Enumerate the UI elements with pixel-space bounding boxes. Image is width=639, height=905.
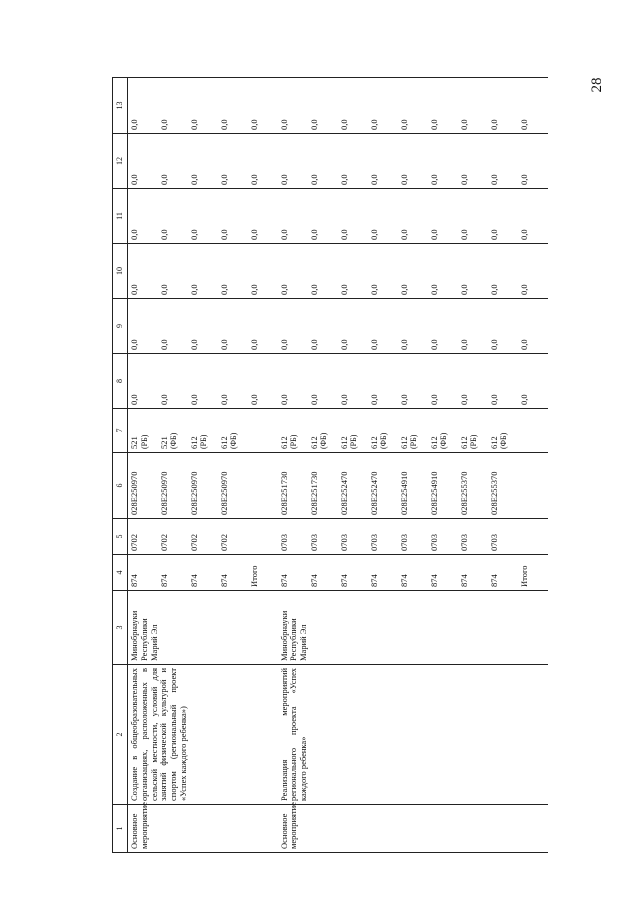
cell-section-code: 0702 xyxy=(218,519,248,555)
cell-amount-year-2: 0,0 xyxy=(188,299,218,354)
cell-grbs-code: 874 xyxy=(128,555,158,591)
total-empty-7 xyxy=(248,409,278,453)
cell-expense-type xyxy=(188,409,218,453)
cell-grbs-code: 874 xyxy=(488,555,518,591)
total-empty-7 xyxy=(518,409,548,453)
cell-amount-year-3: 0,0 xyxy=(368,244,398,299)
budget-table xyxy=(112,77,548,853)
funding-source: (ФБ) xyxy=(169,432,179,449)
cell-amount-year-2: 0,0 xyxy=(398,299,428,354)
cell-amount-year-5: 0,0 xyxy=(338,134,368,189)
cell-expense-type xyxy=(398,409,428,453)
total-amount-year-2: 0,0 xyxy=(248,299,278,354)
col-header-12: 12 xyxy=(113,134,128,189)
total-amount-year-2: 0,0 xyxy=(518,299,548,354)
cell-amount-year-4: 0,0 xyxy=(428,189,458,244)
total-amount-year-1: 0,0 xyxy=(518,354,548,409)
total-amount-year-6: 0,0 xyxy=(518,78,548,134)
total-amount-year-3: 0,0 xyxy=(518,244,548,299)
cell-amount-year-2: 0,0 xyxy=(488,299,518,354)
cell-amount-year-3: 0,0 xyxy=(128,244,158,299)
total-amount-year-1: 0,0 xyxy=(248,354,278,409)
funding-source: (ФБ) xyxy=(379,432,389,449)
cell-amount-year-3: 0,0 xyxy=(278,244,308,299)
cell-amount-year-3: 0,0 xyxy=(158,244,188,299)
cell-amount-year-5: 0,0 xyxy=(278,134,308,189)
funding-source: (ФБ) xyxy=(499,432,509,449)
cell-amount-year-4: 0,0 xyxy=(128,189,158,244)
cell-amount-year-4: 0,0 xyxy=(338,189,368,244)
col-header-8: 8 xyxy=(113,354,128,409)
cell-amount-year-5: 0,0 xyxy=(368,134,398,189)
cell-amount-year-6: 0,0 xyxy=(278,78,308,134)
cell-amount-year-4: 0,0 xyxy=(458,189,488,244)
cell-target-code: 028E255370 xyxy=(488,453,518,519)
expense-code: 612 xyxy=(338,436,349,449)
cell-grbs-code: 874 xyxy=(398,555,428,591)
cell-section-code: 0703 xyxy=(338,519,368,555)
cell-amount-year-4: 0,0 xyxy=(398,189,428,244)
funding-source: (ФБ) xyxy=(439,432,449,449)
cell-amount-year-5: 0,0 xyxy=(458,134,488,189)
cell-grbs-code: 874 xyxy=(368,555,398,591)
funding-source: (РБ) xyxy=(289,434,299,449)
cell-amount-year-5: 0,0 xyxy=(158,134,188,189)
table-body xyxy=(128,78,548,853)
cell-section-code: 0703 xyxy=(458,519,488,555)
table-row xyxy=(128,78,158,853)
cell-event-name: Реализация мероприятий регионального проекта «Успех каждого ребенка» xyxy=(278,665,548,805)
cell-grbs-code: 874 xyxy=(278,555,308,591)
page-number: 28 xyxy=(589,77,605,93)
cell-target-code: 028E251730 xyxy=(278,453,308,519)
col-header-6: 6 xyxy=(113,453,128,519)
cell-target-code: 028E250970 xyxy=(128,453,158,519)
rotated-table-wrapper xyxy=(112,78,572,853)
cell-amount-year-3: 0,0 xyxy=(338,244,368,299)
cell-expense-type xyxy=(158,409,188,453)
col-header-4: 4 xyxy=(113,555,128,591)
cell-amount-year-3: 0,0 xyxy=(398,244,428,299)
cell-amount-year-1: 0,0 xyxy=(428,354,458,409)
funding-source: (ФБ) xyxy=(229,432,239,449)
cell-amount-year-5: 0,0 xyxy=(218,134,248,189)
total-label: Итого xyxy=(248,555,278,591)
col-header-3: 3 xyxy=(113,591,128,665)
cell-grbs-code: 874 xyxy=(458,555,488,591)
funding-source: (РБ) xyxy=(139,434,149,449)
col-header-10: 10 xyxy=(113,244,128,299)
cell-target-code: 028E250970 xyxy=(158,453,188,519)
total-amount-year-4: 0,0 xyxy=(518,189,548,244)
cell-amount-year-3: 0,0 xyxy=(308,244,338,299)
cell-amount-year-1: 0,0 xyxy=(338,354,368,409)
col-header-13: 13 xyxy=(113,78,128,134)
cell-expense-type xyxy=(338,409,368,453)
cell-amount-year-3: 0,0 xyxy=(458,244,488,299)
cell-amount-year-5: 0,0 xyxy=(128,134,158,189)
cell-section-code: 0702 xyxy=(158,519,188,555)
total-empty-6 xyxy=(518,453,548,519)
cell-amount-year-1: 0,0 xyxy=(128,354,158,409)
cell-amount-year-4: 0,0 xyxy=(158,189,188,244)
cell-amount-year-2: 0,0 xyxy=(158,299,188,354)
cell-grbs-code: 874 xyxy=(428,555,458,591)
cell-amount-year-1: 0,0 xyxy=(158,354,188,409)
cell-amount-year-2: 0,0 xyxy=(428,299,458,354)
total-amount-year-5: 0,0 xyxy=(518,134,548,189)
cell-amount-year-5: 0,0 xyxy=(188,134,218,189)
expense-code: 521 xyxy=(129,436,139,449)
total-amount-year-4: 0,0 xyxy=(248,189,278,244)
col-header-11: 11 xyxy=(113,189,128,244)
expense-code: 612 xyxy=(428,436,439,449)
cell-amount-year-6: 0,0 xyxy=(428,78,458,134)
cell-grbs-code: 874 xyxy=(308,555,338,591)
cell-amount-year-1: 0,0 xyxy=(398,354,428,409)
cell-executor: Минобрнауки Республики Марий Эл xyxy=(278,591,548,665)
header-row xyxy=(113,78,128,853)
cell-section-code: 0703 xyxy=(368,519,398,555)
cell-section-code: 0703 xyxy=(398,519,428,555)
total-empty-5 xyxy=(248,519,278,555)
cell-grbs-code: 874 xyxy=(218,555,248,591)
cell-amount-year-6: 0,0 xyxy=(218,78,248,134)
cell-amount-year-3: 0,0 xyxy=(488,244,518,299)
cell-amount-year-6: 0,0 xyxy=(338,78,368,134)
cell-grbs-code: 874 xyxy=(158,555,188,591)
table-row xyxy=(278,78,308,853)
cell-amount-year-6: 0,0 xyxy=(368,78,398,134)
col-header-9: 9 xyxy=(113,299,128,354)
cell-expense-type xyxy=(278,409,308,453)
cell-grbs-code: 874 xyxy=(338,555,368,591)
total-amount-year-5: 0,0 xyxy=(248,134,278,189)
expense-code: 612 xyxy=(398,436,409,449)
cell-amount-year-1: 0,0 xyxy=(488,354,518,409)
expense-code: 612 xyxy=(458,436,469,449)
cell-amount-year-6: 0,0 xyxy=(158,78,188,134)
cell-amount-year-2: 0,0 xyxy=(338,299,368,354)
cell-section-code: 0703 xyxy=(278,519,308,555)
expense-code: 612 xyxy=(218,436,229,449)
cell-amount-year-6: 0,0 xyxy=(458,78,488,134)
cell-amount-year-1: 0,0 xyxy=(278,354,308,409)
total-label: Итого xyxy=(518,555,548,591)
cell-expense-type xyxy=(218,409,248,453)
cell-amount-year-1: 0,0 xyxy=(458,354,488,409)
cell-expense-type xyxy=(128,409,158,453)
col-header-5: 5 xyxy=(113,519,128,555)
cell-expense-type xyxy=(368,409,398,453)
cell-amount-year-2: 0,0 xyxy=(278,299,308,354)
funding-source: (РБ) xyxy=(469,434,479,449)
cell-section-code: 0702 xyxy=(188,519,218,555)
cell-grbs-code: 874 xyxy=(188,555,218,591)
cell-event-type: Основное мероприятие xyxy=(278,805,548,853)
cell-section-code: 0703 xyxy=(308,519,338,555)
funding-source: (ФБ) xyxy=(319,432,329,449)
cell-amount-year-1: 0,0 xyxy=(188,354,218,409)
funding-source: (РБ) xyxy=(409,434,419,449)
cell-amount-year-4: 0,0 xyxy=(188,189,218,244)
expense-code: 612 xyxy=(368,436,379,449)
cell-target-code: 028E254910 xyxy=(398,453,428,519)
cell-amount-year-6: 0,0 xyxy=(398,78,428,134)
cell-amount-year-2: 0,0 xyxy=(128,299,158,354)
cell-target-code: 028E250970 xyxy=(218,453,248,519)
cell-section-code: 0702 xyxy=(128,519,158,555)
cell-target-code: 028E251730 xyxy=(308,453,338,519)
cell-amount-year-5: 0,0 xyxy=(428,134,458,189)
cell-amount-year-6: 0,0 xyxy=(188,78,218,134)
cell-amount-year-4: 0,0 xyxy=(218,189,248,244)
cell-amount-year-3: 0,0 xyxy=(218,244,248,299)
cell-expense-type xyxy=(488,409,518,453)
funding-source: (РБ) xyxy=(349,434,359,449)
cell-amount-year-1: 0,0 xyxy=(308,354,338,409)
cell-amount-year-5: 0,0 xyxy=(308,134,338,189)
total-empty-6 xyxy=(248,453,278,519)
cell-amount-year-4: 0,0 xyxy=(368,189,398,244)
expense-code: 521 xyxy=(158,436,169,449)
cell-expense-type xyxy=(458,409,488,453)
cell-section-code: 0703 xyxy=(428,519,458,555)
expense-code: 612 xyxy=(188,436,199,449)
total-amount-year-6: 0,0 xyxy=(248,78,278,134)
cell-executor: Минобрнауки Республики Марий Эл xyxy=(128,591,278,665)
cell-target-code: 028E250970 xyxy=(188,453,218,519)
cell-amount-year-2: 0,0 xyxy=(308,299,338,354)
cell-expense-type xyxy=(428,409,458,453)
cell-amount-year-1: 0,0 xyxy=(218,354,248,409)
cell-target-code: 028E252470 xyxy=(368,453,398,519)
cell-target-code: 028E252470 xyxy=(338,453,368,519)
cell-amount-year-5: 0,0 xyxy=(488,134,518,189)
cell-event-name: Создание в общеобразовательных организациях, расположенных в сельской местности, условий для занятий физической культурой и спортом (региональный проект «Успех каждого ребенка») xyxy=(128,665,278,805)
col-header-2: 2 xyxy=(113,665,128,805)
cell-event-type: Основное мероприятие xyxy=(128,805,278,853)
cell-amount-year-6: 0,0 xyxy=(128,78,158,134)
cell-expense-type xyxy=(308,409,338,453)
cell-amount-year-3: 0,0 xyxy=(428,244,458,299)
cell-target-code: 028E255370 xyxy=(458,453,488,519)
cell-amount-year-2: 0,0 xyxy=(368,299,398,354)
col-header-1: 1 xyxy=(113,805,128,853)
cell-amount-year-6: 0,0 xyxy=(488,78,518,134)
expense-code: 612 xyxy=(308,436,319,449)
cell-target-code: 028E254910 xyxy=(428,453,458,519)
expense-code: 612 xyxy=(278,436,289,449)
cell-amount-year-5: 0,0 xyxy=(398,134,428,189)
expense-code: 612 xyxy=(488,436,499,449)
cell-amount-year-2: 0,0 xyxy=(458,299,488,354)
cell-amount-year-2: 0,0 xyxy=(218,299,248,354)
cell-amount-year-4: 0,0 xyxy=(308,189,338,244)
cell-amount-year-4: 0,0 xyxy=(488,189,518,244)
cell-amount-year-4: 0,0 xyxy=(278,189,308,244)
col-header-7: 7 xyxy=(113,409,128,453)
cell-amount-year-3: 0,0 xyxy=(188,244,218,299)
total-empty-5 xyxy=(518,519,548,555)
total-amount-year-3: 0,0 xyxy=(248,244,278,299)
funding-source: (РБ) xyxy=(199,434,209,449)
cell-amount-year-1: 0,0 xyxy=(368,354,398,409)
cell-amount-year-6: 0,0 xyxy=(308,78,338,134)
cell-section-code: 0703 xyxy=(488,519,518,555)
